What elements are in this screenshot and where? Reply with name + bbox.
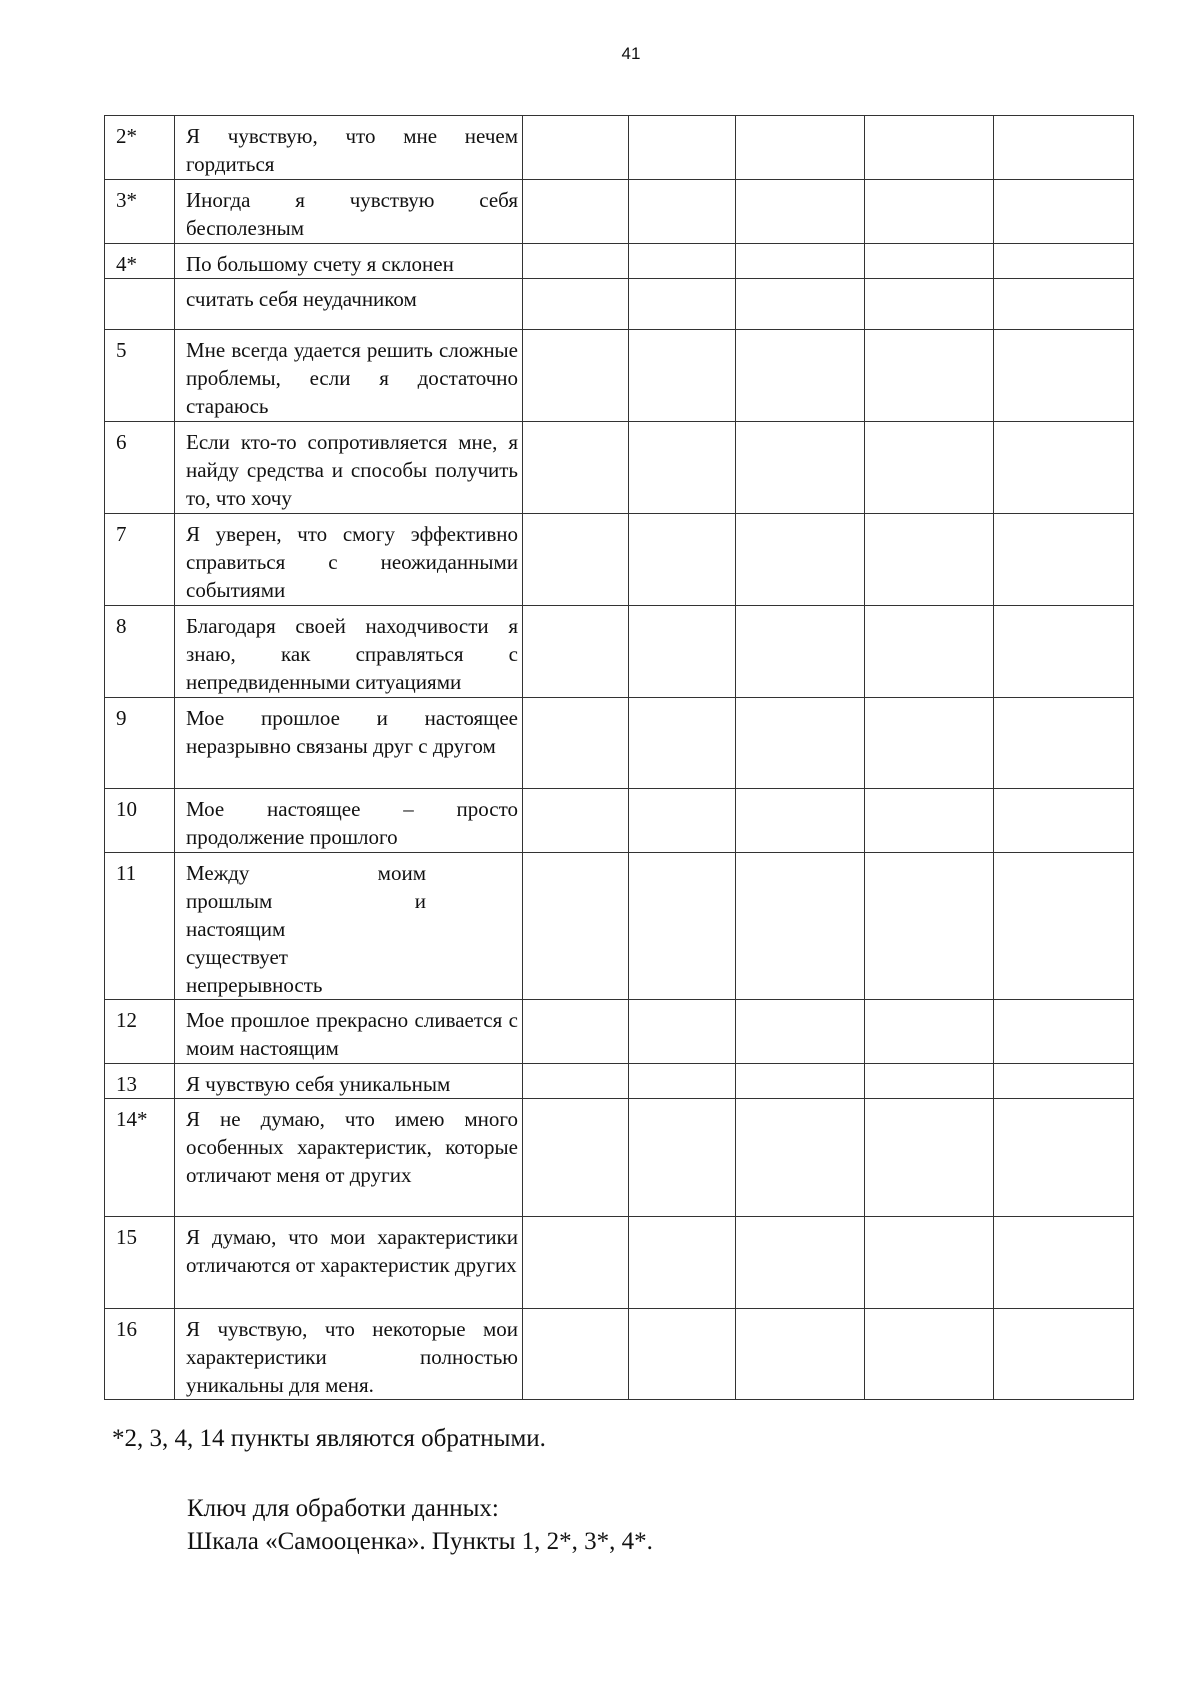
answer-cell[interactable]	[736, 116, 865, 180]
statement-line: прошлым и	[186, 889, 426, 913]
item-number: 15	[105, 1217, 175, 1309]
item-number	[105, 279, 175, 330]
statement-line: Между моим	[186, 861, 426, 885]
questionnaire-table	[104, 115, 1134, 1400]
answer-cell[interactable]	[523, 698, 629, 789]
answer-cell[interactable]	[629, 853, 736, 1000]
answer-cell[interactable]	[629, 422, 736, 514]
answer-cell[interactable]	[865, 279, 994, 330]
table-row	[105, 279, 1134, 330]
table-row	[105, 853, 1134, 1000]
answer-cell[interactable]	[994, 698, 1134, 789]
table-row	[105, 116, 1134, 180]
key-heading: Ключ для обработки данных:	[187, 1495, 499, 1522]
item-number: 4*	[105, 244, 175, 279]
answer-cell[interactable]	[736, 1099, 865, 1217]
item-number: 16	[105, 1309, 175, 1400]
answer-cell[interactable]	[736, 789, 865, 853]
answer-cell[interactable]	[994, 116, 1134, 180]
answer-cell[interactable]	[523, 244, 629, 279]
answer-cell[interactable]	[736, 853, 865, 1000]
answer-cell[interactable]	[865, 116, 994, 180]
answer-cell[interactable]	[994, 1064, 1134, 1099]
answer-cell[interactable]	[523, 606, 629, 698]
item-number: 13	[105, 1064, 175, 1099]
answer-cell[interactable]	[629, 514, 736, 606]
answer-cell[interactable]	[994, 279, 1134, 330]
answer-cell[interactable]	[736, 330, 865, 422]
item-statement	[175, 853, 523, 1000]
answer-cell[interactable]	[629, 1309, 736, 1400]
answer-cell[interactable]	[523, 279, 629, 330]
item-number: 8	[105, 606, 175, 698]
item-number: 7	[105, 514, 175, 606]
answer-cell[interactable]	[994, 1309, 1134, 1400]
item-statement: Я уверен, что смогу эффективно справиться с неожиданными событиями	[175, 514, 523, 606]
answer-cell[interactable]	[523, 853, 629, 1000]
table-row	[105, 514, 1134, 606]
answer-cell[interactable]	[994, 422, 1134, 514]
answer-cell[interactable]	[736, 606, 865, 698]
answer-cell[interactable]	[523, 514, 629, 606]
item-number: 2*	[105, 116, 175, 180]
table-row	[105, 1000, 1134, 1064]
item-number: 12	[105, 1000, 175, 1064]
answer-cell[interactable]	[994, 180, 1134, 244]
answer-cell[interactable]	[994, 1099, 1134, 1217]
table-row	[105, 422, 1134, 514]
answer-cell[interactable]	[865, 1000, 994, 1064]
answer-cell[interactable]	[629, 244, 736, 279]
statement-line: существует	[186, 945, 288, 969]
item-statement: считать себя неудачником	[175, 279, 523, 330]
item-statement: Иногда я чувствую себя бесполезным	[175, 180, 523, 244]
table-row	[105, 180, 1134, 244]
answer-cell[interactable]	[736, 514, 865, 606]
answer-cell[interactable]	[736, 698, 865, 789]
page-number: 41	[621, 44, 641, 63]
item-number: 3*	[105, 180, 175, 244]
item-statement: Я думаю, что мои характеристики отличаются от характеристик других	[175, 1217, 523, 1309]
answer-cell[interactable]	[629, 789, 736, 853]
answer-cell[interactable]	[736, 1000, 865, 1064]
answer-cell[interactable]	[736, 180, 865, 244]
answer-cell[interactable]	[994, 1000, 1134, 1064]
answer-cell[interactable]	[994, 853, 1134, 1000]
answer-cell[interactable]	[629, 116, 736, 180]
answer-cell[interactable]	[736, 1309, 865, 1400]
answer-cell[interactable]	[629, 1217, 736, 1309]
statement-line: непрерывность	[186, 973, 323, 997]
table-row	[105, 330, 1134, 422]
table-row	[105, 698, 1134, 789]
answer-cell[interactable]	[523, 789, 629, 853]
answer-cell[interactable]	[629, 1064, 736, 1099]
item-statement: Благодаря своей находчивости я знаю, как справляться с непредвиденными ситуациями	[175, 606, 523, 698]
answer-cell[interactable]	[865, 789, 994, 853]
answer-cell[interactable]	[736, 244, 865, 279]
answer-cell[interactable]	[629, 1099, 736, 1217]
item-statement: Я чувствую, что некоторые мои характеристики полностью уникальны для меня.	[175, 1309, 523, 1400]
answer-cell[interactable]	[865, 180, 994, 244]
answer-cell[interactable]	[629, 1000, 736, 1064]
item-number: 11	[105, 853, 175, 1000]
answer-cell[interactable]	[865, 244, 994, 279]
processing-key	[187, 1492, 653, 1558]
answer-cell[interactable]	[523, 1217, 629, 1309]
answer-cell[interactable]	[736, 422, 865, 514]
item-number: 14*	[105, 1099, 175, 1217]
item-statement: По большому счету я склонен	[175, 244, 523, 279]
answer-cell[interactable]	[523, 116, 629, 180]
table-row	[105, 789, 1134, 853]
answer-cell[interactable]	[994, 606, 1134, 698]
answer-cell[interactable]	[736, 279, 865, 330]
answer-cell[interactable]	[865, 1099, 994, 1217]
answer-cell[interactable]	[865, 514, 994, 606]
answer-cell[interactable]	[994, 514, 1134, 606]
item-statement: Я чувствую, что мне нечем гордиться	[175, 116, 523, 180]
table-row	[105, 1064, 1134, 1099]
statement-line: настоящим	[186, 917, 286, 941]
answer-cell[interactable]	[865, 853, 994, 1000]
answer-cell[interactable]	[523, 180, 629, 244]
item-statement: Мое прошлое прекрасно сливается с моим настоящим	[175, 1000, 523, 1064]
item-number: 9	[105, 698, 175, 789]
answer-cell[interactable]	[736, 1217, 865, 1309]
answer-cell[interactable]	[865, 1309, 994, 1400]
answer-cell[interactable]	[736, 1064, 865, 1099]
answer-cell[interactable]	[865, 330, 994, 422]
answer-cell[interactable]	[994, 244, 1134, 279]
answer-cell[interactable]	[523, 1099, 629, 1217]
answer-cell[interactable]	[865, 422, 994, 514]
key-scale-line: Шкала «Самооценка». Пункты 1, 2*, 3*, 4*.	[187, 1528, 653, 1555]
table-row	[105, 1309, 1134, 1400]
answer-cell[interactable]	[865, 1064, 994, 1099]
item-statement: Я не думаю, что имею много особенных характеристик, которые отличают меня от других	[175, 1099, 523, 1217]
table-row	[105, 606, 1134, 698]
answer-cell[interactable]	[994, 1217, 1134, 1309]
table-row	[105, 1099, 1134, 1217]
item-number: 6	[105, 422, 175, 514]
table-row	[105, 1217, 1134, 1309]
answer-cell[interactable]	[523, 330, 629, 422]
item-statement: Я чувствую себя уникальным	[175, 1064, 523, 1099]
answer-cell[interactable]	[994, 330, 1134, 422]
answer-cell[interactable]	[629, 180, 736, 244]
item-statement: Мне всегда удается решить сложные проблемы, если я достаточно стараюсь	[175, 330, 523, 422]
answer-cell[interactable]	[523, 1000, 629, 1064]
answer-cell[interactable]	[994, 789, 1134, 853]
answer-cell[interactable]	[865, 606, 994, 698]
footnote: *2, 3, 4, 14 пункты являются обратными.	[112, 1425, 546, 1452]
answer-cell[interactable]	[629, 279, 736, 330]
table-row	[105, 244, 1134, 279]
item-statement: Мое прошлое и настоящее неразрывно связаны друг с другом	[175, 698, 523, 789]
answer-cell[interactable]	[523, 1064, 629, 1099]
answer-cell[interactable]	[629, 330, 736, 422]
answer-cell[interactable]	[629, 606, 736, 698]
answer-cell[interactable]	[865, 1217, 994, 1309]
answer-cell[interactable]	[629, 698, 736, 789]
item-statement: Если кто-то сопротивляется мне, я найду средства и способы получить то, что хочу	[175, 422, 523, 514]
item-number: 5	[105, 330, 175, 422]
item-number: 10	[105, 789, 175, 853]
answer-cell[interactable]	[523, 422, 629, 514]
answer-cell[interactable]	[865, 698, 994, 789]
item-statement: Мое настоящее – просто продолжение прошлого	[175, 789, 523, 853]
answer-cell[interactable]	[523, 1309, 629, 1400]
